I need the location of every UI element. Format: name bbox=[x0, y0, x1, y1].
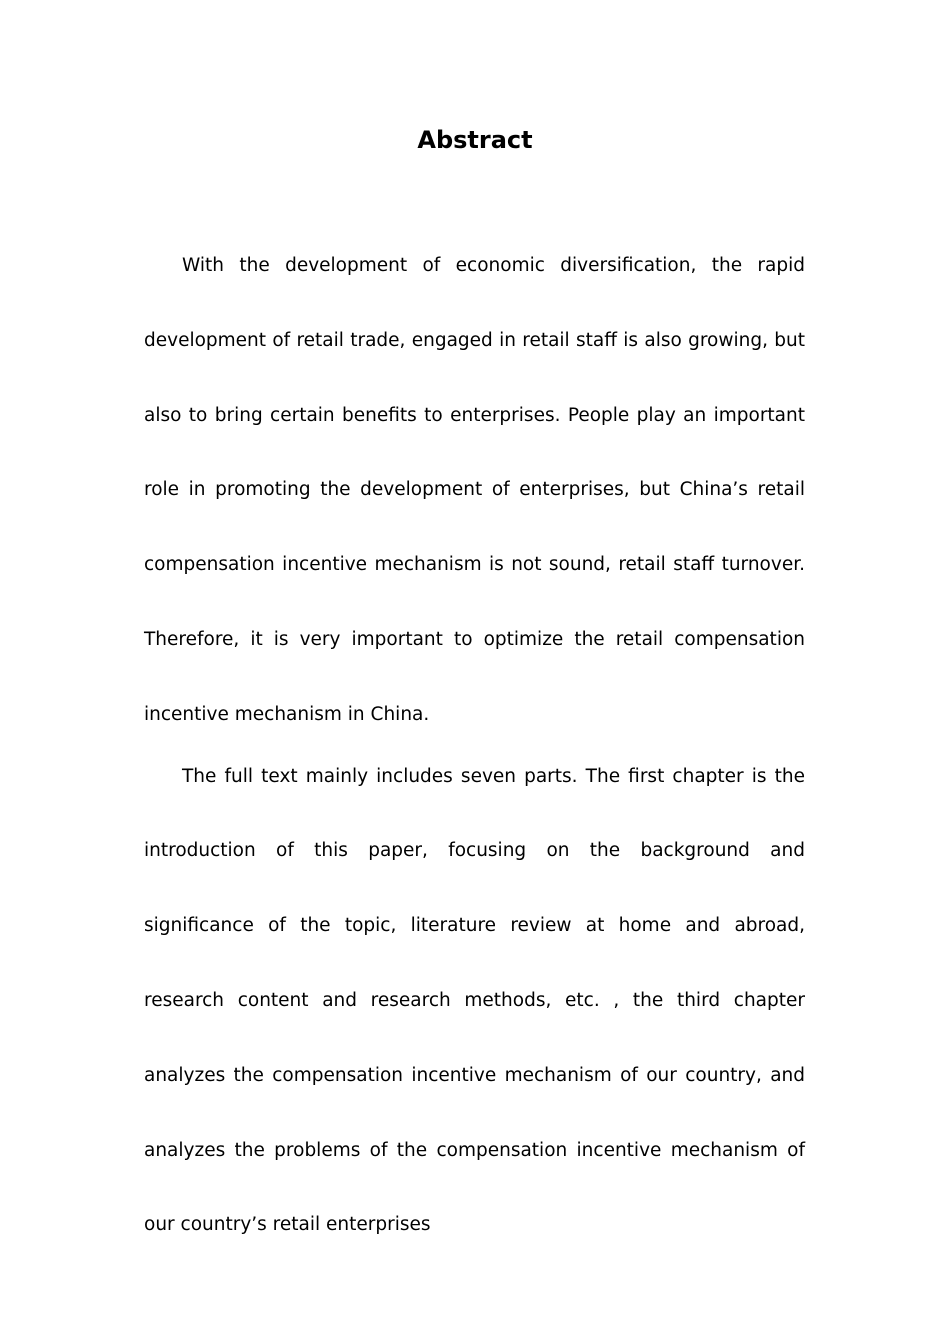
abstract-paragraph-2: The full text mainly includes seven parts. The first chapter is the introduction of this paper, focusing on the background and significance of the topic, literature review at home and abroad, research content and research methods, etc. , the third chapter analyzes the compensation incentive mechanism of our country, and analyzes the problems of the compensation incentive mechanism of our country’s retail enterprises bbox=[144, 765, 805, 1236]
abstract-body bbox=[144, 229, 805, 1236]
page-title: Abstract bbox=[417, 126, 533, 154]
abstract-paragraph-1: With the development of economic diversification, the rapid development of retail trade, engaged in retail staff is also growing, but also to bring certain benefits to enterprises. People play an important role in promoting the development of enterprises, but China’s retail compensation incentive mechanism is not sound, retail staff turnover. Therefore, it is very important to optimize the retail compensation incentive mechanism in China. bbox=[144, 255, 805, 725]
